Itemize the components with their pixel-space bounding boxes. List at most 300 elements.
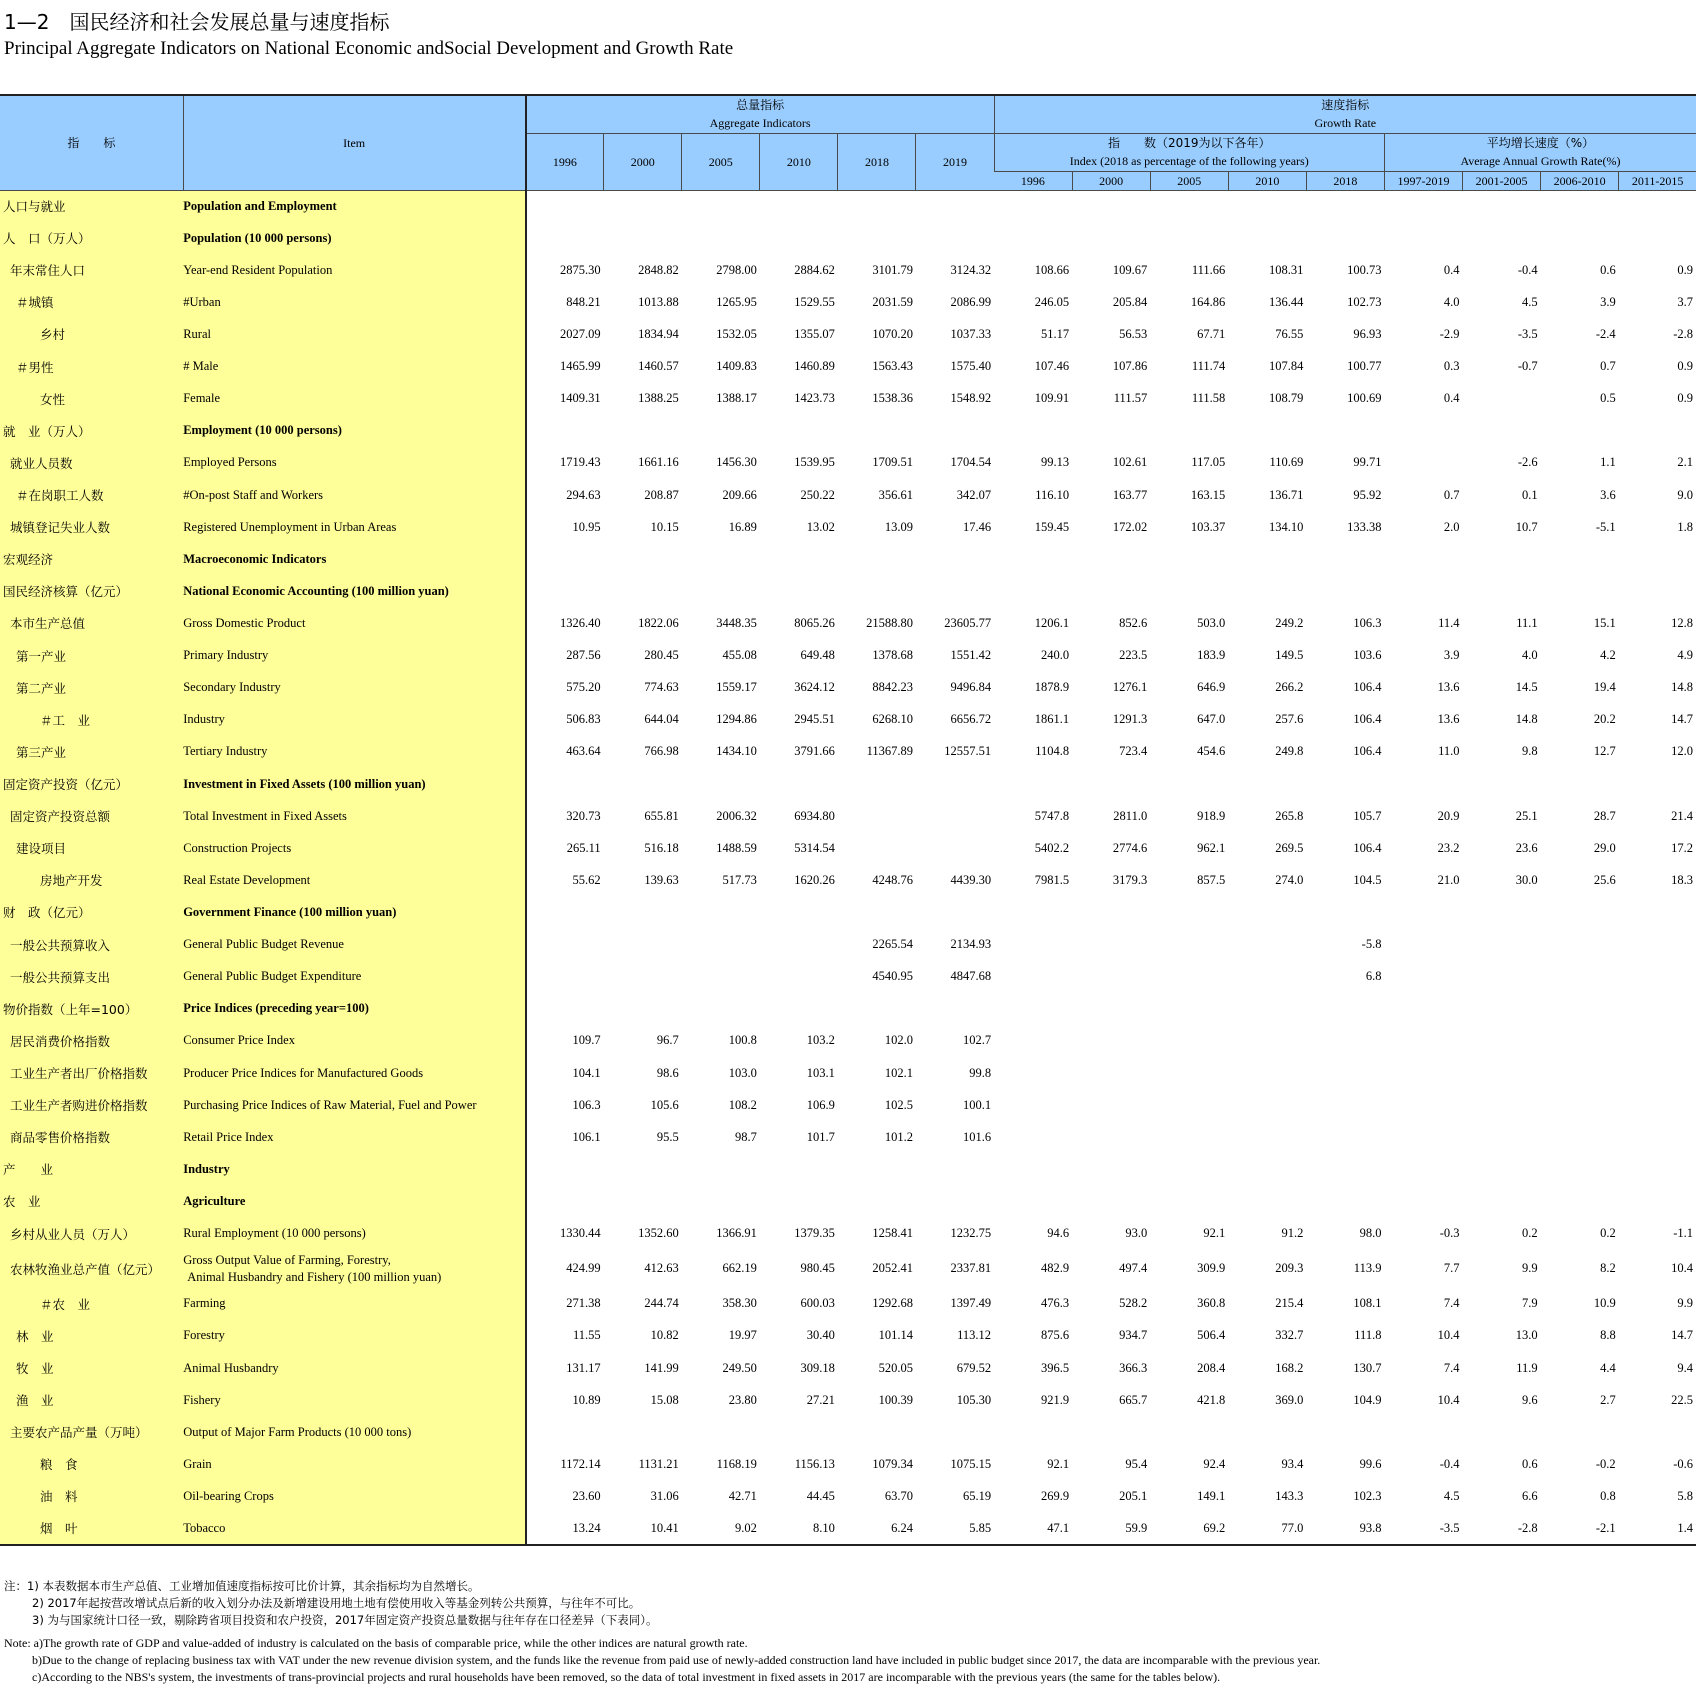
- table-cell: [1306, 543, 1384, 575]
- table-cell: [682, 1416, 760, 1448]
- table-cell: 2875.30: [560, 262, 601, 277]
- table-cell: 101.7: [806, 1129, 835, 1144]
- table-cell: 1.1: [1600, 455, 1616, 470]
- row-label-cn: 油 料: [0, 1480, 183, 1512]
- table-cell: 208.87: [644, 487, 679, 502]
- table-cell: 1156.13: [794, 1456, 835, 1471]
- row-label-cn: 女性: [0, 383, 183, 415]
- table-cell: 1532.05: [716, 326, 757, 341]
- table-cell: [1384, 415, 1462, 447]
- table-cell: [1150, 1089, 1228, 1121]
- table-cell: [1541, 575, 1619, 607]
- table-cell: [838, 800, 916, 832]
- table-cell: 9.9: [1521, 1261, 1538, 1276]
- table-cell: 3624.12: [794, 680, 835, 695]
- table-cell: 12557.51: [944, 744, 992, 759]
- table-cell: 3448.35: [716, 615, 757, 630]
- header-index-year: 2005: [1150, 171, 1228, 190]
- table-cell: [760, 929, 838, 961]
- table-cell: 100.39: [878, 1392, 913, 1407]
- table-cell: 6.6: [1521, 1488, 1538, 1503]
- table-cell: 265.8: [1275, 808, 1304, 823]
- page-title-cn: 1—2 国民经济和社会发展总量与速度指标: [4, 10, 390, 34]
- table-cell: 111.74: [1191, 359, 1226, 374]
- table-cell: 497.4: [1119, 1261, 1148, 1276]
- table-cell: 1292.68: [872, 1296, 913, 1311]
- table-cell: 31.06: [650, 1488, 679, 1503]
- table-cell: 2086.99: [950, 294, 992, 309]
- table-cell: 76.55: [1275, 326, 1304, 341]
- table-cell: 2884.62: [794, 262, 835, 277]
- table-cell: [1384, 543, 1462, 575]
- row-label-en: Oil-bearing Crops: [183, 1480, 525, 1512]
- table-cell: [1150, 929, 1228, 961]
- table-cell: [1619, 768, 1696, 800]
- table-cell: [1228, 543, 1306, 575]
- table-cell: [994, 1121, 1072, 1153]
- row-label-cn: 国民经济核算（亿元）: [0, 575, 183, 607]
- table-cell: -3.5: [1517, 326, 1538, 341]
- table-cell: [1463, 993, 1541, 1025]
- table-cell: [1228, 1416, 1306, 1448]
- table-cell: [1306, 1121, 1384, 1153]
- table-cell: 27.21: [806, 1392, 835, 1407]
- table-row: [0, 929, 1696, 961]
- table-cell: [1541, 1025, 1619, 1057]
- header-avg-period: 1997-2019: [1384, 171, 1462, 190]
- row-label-cn: 第一产业: [0, 640, 183, 672]
- row-label-cn: 第三产业: [0, 736, 183, 768]
- table-cell: 857.5: [1197, 872, 1226, 887]
- table-cell: [916, 896, 994, 928]
- table-cell: 106.4: [1353, 680, 1382, 695]
- table-cell: [1384, 1121, 1462, 1153]
- table-cell: 679.52: [956, 1360, 992, 1375]
- table-cell: [1463, 1025, 1541, 1057]
- table-cell: [1228, 1057, 1306, 1089]
- table-cell: -1.1: [1673, 1226, 1693, 1241]
- table-cell: [1463, 961, 1541, 993]
- row-label-en: Gross Domestic Product: [183, 607, 525, 639]
- table-cell: [1541, 961, 1619, 993]
- table-cell: 3124.32: [950, 262, 992, 277]
- table-cell: 1104.8: [1035, 744, 1070, 759]
- row-label-en: Grain: [183, 1448, 525, 1480]
- row-label-en: Year-end Resident Population: [183, 254, 525, 286]
- table-cell: 1423.73: [794, 391, 835, 406]
- table-cell: 28.7: [1593, 808, 1616, 823]
- table-cell: [1619, 190, 1696, 222]
- table-cell: [1384, 993, 1462, 1025]
- table-cell: [994, 768, 1072, 800]
- table-cell: [1541, 929, 1619, 961]
- table-cell: 0.7: [1443, 487, 1460, 502]
- table-cell: -3.5: [1384, 1513, 1462, 1545]
- table-row: [0, 511, 1696, 543]
- table-cell: 163.15: [1190, 487, 1226, 502]
- table-cell: [1541, 543, 1619, 575]
- row-label-en: Employed Persons: [183, 447, 525, 479]
- table-cell: [1228, 993, 1306, 1025]
- table-cell: 2337.81: [950, 1261, 992, 1276]
- table-cell: [1150, 543, 1228, 575]
- table-row: [0, 1416, 1696, 1448]
- table-cell: 0.9: [1677, 359, 1693, 374]
- row-label-cn: 牧 业: [0, 1352, 183, 1384]
- table-cell: 1539.95: [794, 455, 835, 470]
- table-cell: 17.2: [1671, 840, 1693, 855]
- table-cell: 1661.16: [638, 455, 679, 470]
- table-row: [0, 222, 1696, 254]
- table-cell: 1460.89: [794, 359, 835, 374]
- table-cell: [1228, 222, 1306, 254]
- table-row: [0, 832, 1696, 864]
- table-cell: [1463, 1121, 1541, 1153]
- row-label-cn: 渔 业: [0, 1384, 183, 1416]
- table-cell: 2031.59: [872, 294, 913, 309]
- table-cell: 205.1: [1119, 1488, 1148, 1503]
- table-cell: 130.7: [1353, 1360, 1382, 1375]
- table-cell: 106.4: [1353, 744, 1382, 759]
- header-item-en: Item: [183, 95, 525, 190]
- table-cell: 1465.99: [560, 359, 601, 374]
- table-cell: 23.6: [1515, 840, 1538, 855]
- table-cell: 105.7: [1353, 808, 1382, 823]
- table-row: [0, 1480, 1696, 1512]
- table-cell: [1619, 929, 1696, 961]
- table-cell: 309.9: [1197, 1261, 1226, 1276]
- table-row: [0, 383, 1696, 415]
- table-cell: 93.8: [1306, 1513, 1384, 1545]
- table-cell: 665.7: [1119, 1392, 1148, 1407]
- table-cell: 14.7: [1671, 1328, 1693, 1343]
- header-agg-year: 2019: [916, 133, 994, 190]
- row-label-en: Output of Major Farm Products (10 000 tons): [183, 1416, 525, 1448]
- row-label-cn: 就 业（万人）: [0, 415, 183, 447]
- table-cell: [1463, 1416, 1541, 1448]
- table-cell: 1719.43: [560, 455, 601, 470]
- table-cell: 517.73: [722, 872, 757, 887]
- table-cell: [526, 961, 604, 993]
- table-cell: [1072, 1089, 1150, 1121]
- table-cell: [1072, 222, 1150, 254]
- header-agg-year: 2000: [604, 133, 682, 190]
- table-cell: [1228, 1153, 1306, 1185]
- table-cell: [682, 190, 760, 222]
- table-cell: 6934.80: [794, 808, 835, 823]
- table-cell: [1541, 993, 1619, 1025]
- table-row: [0, 1448, 1696, 1480]
- note-en-2: b)Due to the change of replacing business tax with VAT under the new revenue division system, and the funds like the revenue from paid use of newly-added construction land have included in public budget since 2017, the data are incomparable with the previous year.: [32, 1653, 1321, 1667]
- row-label-cn: 就业人员数: [0, 447, 183, 479]
- table-cell: 2006.32: [716, 808, 757, 823]
- table-cell: 104.5: [1353, 872, 1382, 887]
- table-cell: 647.0: [1197, 712, 1226, 727]
- table-cell: 4439.30: [950, 872, 992, 887]
- table-cell: [1228, 896, 1306, 928]
- row-label-en: Rural Employment (10 000 persons): [183, 1218, 525, 1250]
- table-cell: 13.6: [1437, 680, 1460, 695]
- table-cell: [916, 832, 994, 864]
- table-cell: 2945.51: [794, 712, 835, 727]
- table-cell: [1072, 543, 1150, 575]
- row-label-en: Population (10 000 persons): [183, 222, 525, 254]
- table-cell: 249.50: [722, 1360, 757, 1375]
- table-cell: [1150, 415, 1228, 447]
- table-cell: [1619, 1025, 1696, 1057]
- row-label-cn: 固定资产投资（亿元）: [0, 768, 183, 800]
- table-cell: [1463, 190, 1541, 222]
- table-cell: 100.73: [1347, 262, 1382, 277]
- table-cell: [994, 1185, 1072, 1217]
- row-label-cn: 本市生产总值: [0, 607, 183, 639]
- table-row: [0, 190, 1696, 222]
- table-cell: [682, 929, 760, 961]
- table-cell: [604, 415, 682, 447]
- table-cell: 10.82: [650, 1328, 679, 1343]
- table-cell: 463.64: [566, 744, 601, 759]
- table-cell: 13.0: [1515, 1328, 1538, 1343]
- table-cell: 1822.06: [638, 615, 679, 630]
- table-cell: 1330.44: [560, 1226, 601, 1241]
- table-cell: [760, 961, 838, 993]
- table-cell: [1541, 1089, 1619, 1121]
- table-cell: 575.20: [566, 680, 601, 695]
- table-row: [0, 575, 1696, 607]
- row-label-en: Real Estate Development: [183, 864, 525, 896]
- table-cell: 136.71: [1269, 487, 1304, 502]
- table-cell: 7.7: [1443, 1261, 1460, 1276]
- table-cell: [1384, 1153, 1462, 1185]
- header-index-en: Index (2018 as percentage of the following years): [1069, 154, 1309, 168]
- table-cell: 503.0: [1197, 615, 1226, 630]
- table-cell: [604, 575, 682, 607]
- table-cell: 108.31: [1269, 262, 1304, 277]
- row-label-cn: ＃男性: [0, 351, 183, 383]
- table-cell: [1306, 1025, 1384, 1057]
- table-cell: [994, 929, 1072, 961]
- table-cell: [994, 1089, 1072, 1121]
- table-cell: 646.9: [1197, 680, 1226, 695]
- table-cell: [604, 543, 682, 575]
- table-cell: 13.6: [1437, 712, 1460, 727]
- table-cell: [760, 768, 838, 800]
- table-cell: 107.86: [1112, 359, 1148, 374]
- table-cell: 104.9: [1353, 1392, 1382, 1407]
- table-cell: 1563.43: [872, 359, 913, 374]
- table-cell: 1258.41: [872, 1226, 913, 1241]
- table-row: [0, 640, 1696, 672]
- table-cell: 208.4: [1197, 1360, 1226, 1375]
- table-cell: [1306, 1089, 1384, 1121]
- table-cell: [1072, 1121, 1150, 1153]
- table-cell: [760, 1185, 838, 1217]
- table-cell: [1384, 1185, 1462, 1217]
- table-cell: 5.8: [1677, 1488, 1693, 1503]
- table-cell: [682, 415, 760, 447]
- table-row: [0, 543, 1696, 575]
- row-label-en: # Male: [183, 351, 525, 383]
- table-cell: 102.3: [1353, 1488, 1382, 1503]
- table-cell: [1306, 896, 1384, 928]
- table-cell: [1384, 1025, 1462, 1057]
- row-label-cn: 第二产业: [0, 672, 183, 704]
- table-row: [0, 607, 1696, 639]
- table-cell: [1228, 1025, 1306, 1057]
- table-cell: -2.6: [1517, 455, 1538, 470]
- table-cell: 47.1: [994, 1513, 1072, 1545]
- row-label-en: Retail Price Index: [183, 1121, 525, 1153]
- table-cell: [1463, 415, 1541, 447]
- table-cell: 102.1: [884, 1065, 913, 1080]
- table-cell: 424.99: [566, 1261, 601, 1276]
- table-row: [0, 896, 1696, 928]
- table-row: [0, 254, 1696, 286]
- table-cell: [1306, 993, 1384, 1025]
- table-cell: 11.4: [1438, 615, 1460, 630]
- table-cell: 10.41: [604, 1513, 682, 1545]
- table-cell: 21.4: [1671, 808, 1693, 823]
- table-cell: 0.3: [1443, 359, 1460, 374]
- table-cell: [1072, 961, 1150, 993]
- table-cell: 4248.76: [872, 872, 913, 887]
- row-label-cn: 工业生产者购进价格指数: [0, 1089, 183, 1121]
- table-cell: [838, 190, 916, 222]
- table-cell: 274.0: [1275, 872, 1304, 887]
- table-cell: 294.63: [566, 487, 601, 502]
- table-cell: 11.55: [573, 1328, 601, 1343]
- table-cell: [526, 543, 604, 575]
- table-cell: 1559.17: [716, 680, 757, 695]
- header-aggregate: [526, 95, 994, 133]
- table-cell: 8842.23: [872, 680, 913, 695]
- table-cell: 369.0: [1275, 1392, 1304, 1407]
- table-cell: 516.18: [644, 840, 679, 855]
- table-cell: 113.9: [1353, 1261, 1382, 1276]
- table-cell: 16.89: [728, 519, 757, 534]
- table-cell: 412.63: [644, 1261, 679, 1276]
- table-cell: 95.4: [1125, 1456, 1148, 1471]
- table-cell: [1150, 993, 1228, 1025]
- table-cell: [760, 575, 838, 607]
- table-cell: 109.67: [1112, 262, 1148, 277]
- table-cell: [604, 190, 682, 222]
- table-cell: 1168.19: [716, 1456, 757, 1471]
- table-row: [0, 704, 1696, 736]
- table-cell: [526, 896, 604, 928]
- table-cell: 65.19: [962, 1488, 992, 1503]
- table-cell: [760, 222, 838, 254]
- table-cell: -5.8: [1361, 937, 1382, 952]
- row-label-en: #Urban: [183, 286, 525, 318]
- table-cell: 662.19: [722, 1261, 757, 1276]
- table-cell: 8.8: [1600, 1328, 1616, 1343]
- table-cell: 100.69: [1347, 391, 1382, 406]
- table-cell: 20.2: [1593, 712, 1616, 727]
- table-cell: 209.66: [722, 487, 757, 502]
- table-cell: 99.13: [1041, 455, 1070, 470]
- row-label-cn: 农林牧渔业总产值（亿元）: [0, 1250, 183, 1288]
- table-cell: 101.2: [884, 1129, 913, 1144]
- table-cell: 106.3: [1353, 615, 1382, 630]
- note-en-1: Note: a)The growth rate of GDP and value-added of industry is calculated on the basis of comparable price, while the other indices are natural growth rate.: [4, 1636, 748, 1650]
- table-cell: [838, 1185, 916, 1217]
- table-cell: 8.2: [1600, 1261, 1616, 1276]
- table-cell: [1228, 1089, 1306, 1121]
- table-cell: 1409.83: [716, 359, 757, 374]
- row-label-cn: ＃农 业: [0, 1288, 183, 1320]
- table-cell: 1232.75: [950, 1226, 992, 1241]
- table-cell: 1456.30: [716, 455, 757, 470]
- table-cell: 4.0: [1443, 294, 1460, 309]
- table-cell: 0.4: [1443, 262, 1460, 277]
- row-label-cn: 宏观经济: [0, 543, 183, 575]
- table-row: [0, 768, 1696, 800]
- table-cell: 108.66: [1034, 262, 1070, 277]
- table-cell: 134.10: [1269, 519, 1304, 534]
- table-cell: 102.61: [1112, 455, 1148, 470]
- row-label-en: Macroeconomic Indicators: [183, 543, 525, 575]
- table-cell: 117.05: [1191, 455, 1226, 470]
- table-cell: 209.3: [1275, 1261, 1304, 1276]
- table-cell: [1150, 1416, 1228, 1448]
- table-cell: 107.84: [1269, 359, 1304, 374]
- table-cell: [994, 993, 1072, 1025]
- table-cell: 11.0: [1438, 744, 1460, 759]
- table-cell: 95.92: [1353, 487, 1382, 502]
- table-cell: [604, 1153, 682, 1185]
- table-cell: [526, 1185, 604, 1217]
- row-label-en: Forestry: [183, 1320, 525, 1352]
- table-cell: 9.02: [682, 1513, 760, 1545]
- table-cell: 9.9: [1677, 1296, 1693, 1311]
- table-cell: 23605.77: [944, 615, 992, 630]
- table-cell: 10.95: [572, 519, 601, 534]
- table-cell: 1355.07: [794, 326, 835, 341]
- table-cell: [760, 896, 838, 928]
- table-cell: 1206.1: [1034, 615, 1070, 630]
- table-cell: 14.5: [1515, 680, 1538, 695]
- table-cell: 1575.40: [950, 359, 992, 374]
- table-cell: 249.8: [1275, 744, 1304, 759]
- table-cell: 10.4: [1671, 1261, 1693, 1276]
- table-cell: [1619, 1185, 1696, 1217]
- table-cell: 1276.1: [1112, 680, 1148, 695]
- table-cell: 482.9: [1041, 1261, 1070, 1276]
- table-cell: [1463, 575, 1541, 607]
- table-cell: 96.93: [1353, 326, 1382, 341]
- table-cell: [1384, 1416, 1462, 1448]
- table-cell: 9.6: [1521, 1392, 1538, 1407]
- table-cell: 358.30: [722, 1296, 757, 1311]
- header-agg-year: 1996: [526, 133, 604, 190]
- header-avg-en: Average Annual Growth Rate(%): [1460, 154, 1621, 168]
- table-cell: [1150, 1057, 1228, 1089]
- table-cell: 143.3: [1275, 1488, 1304, 1503]
- table-cell: 8.10: [760, 1513, 838, 1545]
- table-row: [0, 447, 1696, 479]
- table-cell: [1228, 1121, 1306, 1153]
- table-cell: [1306, 1185, 1384, 1217]
- table-cell: [1150, 575, 1228, 607]
- table-cell: [838, 222, 916, 254]
- table-cell: 0.8: [1600, 1488, 1616, 1503]
- table-cell: [1384, 190, 1462, 222]
- row-label-en: [183, 1250, 525, 1288]
- table-cell: [1228, 1185, 1306, 1217]
- table-cell: -0.6: [1673, 1456, 1693, 1471]
- table-cell: 108.1: [1353, 1296, 1382, 1311]
